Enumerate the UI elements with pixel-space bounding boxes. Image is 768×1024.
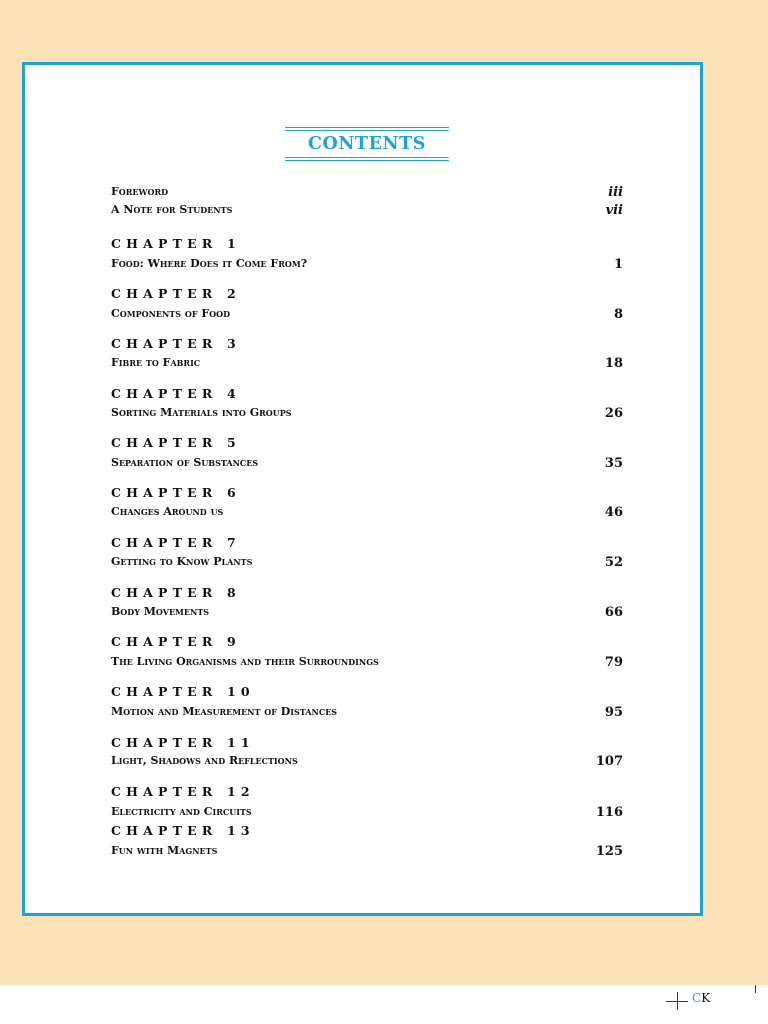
toc-entry-label: Components of Food <box>111 307 231 320</box>
title-rule-bottom <box>285 157 449 158</box>
cyan-mark: C <box>692 991 702 1005</box>
toc-entry-label: Food: Where Does it Come From? <box>111 257 308 270</box>
toc-entry-page: 52 <box>604 555 623 570</box>
toc-entry-label: Separation of Substances <box>111 456 259 469</box>
crop-mark <box>755 985 756 993</box>
toc-entry-page: 116 <box>595 805 623 820</box>
toc-entry-page: 18 <box>604 356 623 371</box>
contents-page <box>22 62 703 916</box>
toc-entry-label: Foreword <box>111 185 169 198</box>
chapter-heading: CHAPTER 10 <box>111 684 255 699</box>
toc-entry-label: Body Movements <box>111 605 210 618</box>
chapter-heading: CHAPTER 9 <box>111 634 241 649</box>
toc-entry-label: Getting to Know Plants <box>111 555 253 568</box>
toc-entry-page: 107 <box>595 754 623 769</box>
title-rule-bottom-2 <box>285 160 449 161</box>
chapter-heading: CHAPTER 3 <box>111 336 241 351</box>
chapter-heading: CHAPTER 1 <box>111 236 241 251</box>
toc-entry-label: Fun with Magnets <box>111 844 218 857</box>
toc-entry-page: 35 <box>604 456 623 471</box>
chapter-heading: CHAPTER 13 <box>111 823 255 838</box>
toc-entry-page: 46 <box>604 505 623 520</box>
toc-entry-label: Motion and Measurement of Distances <box>111 705 338 718</box>
toc-entry-label: Electricity and Circuits <box>111 805 252 818</box>
toc-entry-page: 8 <box>613 307 623 322</box>
toc-entry-page: iii <box>608 185 623 200</box>
toc-entry-page: 66 <box>604 605 623 620</box>
chapter-heading: CHAPTER 8 <box>111 585 241 600</box>
toc-entry-page: vii <box>605 203 623 218</box>
toc-entry-label: Fibre to Fabric <box>111 356 201 369</box>
toc-entry-page: 1 <box>613 257 623 272</box>
chapter-heading: CHAPTER 6 <box>111 485 241 500</box>
toc-entry-label: A Note for Students <box>111 203 233 216</box>
toc-entry-label: Changes Around us <box>111 505 224 518</box>
chapter-heading: CHAPTER 5 <box>111 435 241 450</box>
toc-entry-label: The Living Organisms and their Surroundings <box>111 655 379 668</box>
contents-heading <box>285 127 449 161</box>
toc-entry-page: 79 <box>604 655 623 670</box>
chapter-heading: CHAPTER 4 <box>111 386 241 401</box>
chapter-heading: CHAPTER 2 <box>111 286 241 301</box>
chapter-heading: CHAPTER 11 <box>111 735 255 750</box>
chapter-heading: CHAPTER 12 <box>111 784 255 799</box>
registration-mark-icon <box>666 992 688 1010</box>
color-mark <box>692 991 710 1005</box>
toc-entry-label: Sorting Materials into Groups <box>111 406 292 419</box>
chapter-heading: CHAPTER 7 <box>111 535 241 550</box>
toc-entry-page: 125 <box>595 844 623 859</box>
toc-entry-page: 95 <box>604 705 623 720</box>
black-mark: K <box>701 991 711 1005</box>
toc-entry-label: Light, Shadows and Reflections <box>111 754 298 767</box>
toc-entry-page: 26 <box>604 406 623 421</box>
title-rule-top <box>285 127 449 128</box>
page-title: CONTENTS <box>308 134 426 154</box>
